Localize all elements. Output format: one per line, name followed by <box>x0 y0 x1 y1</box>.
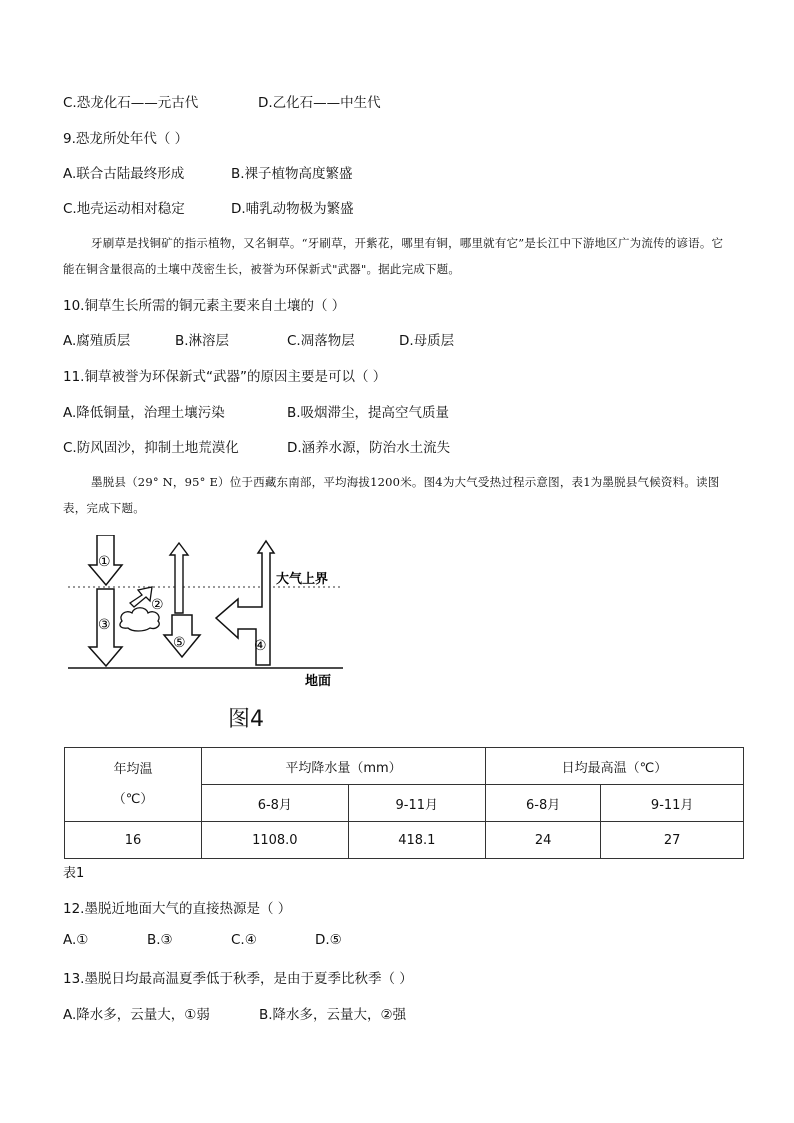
header-annual-temp-unit: （℃） <box>112 791 154 807</box>
q13-stem: 13.墨脱日均最高温夏季低于秋季，是由于夏季比秋季（ ） <box>63 971 413 987</box>
header-precip: 平均降水量（mm） <box>202 748 486 785</box>
q12-option-d: D.⑤ <box>315 932 342 948</box>
figure-caption: 图4 <box>228 707 264 732</box>
q11-option-b: B.吸烟滞尘，提高空气质量 <box>287 405 450 421</box>
cell-annual-temp: 16 <box>65 822 202 859</box>
q12-option-c: C.④ <box>231 932 257 948</box>
q10-option-d: D.母质层 <box>399 333 455 349</box>
header-max-jun-aug: 6-8月 <box>485 785 600 822</box>
q9-option-b: B.裸子植物高度繁盛 <box>231 166 353 182</box>
q12-stem: 12.墨脱近地面大气的直接热源是（ ） <box>63 901 292 917</box>
passage-copper-grass: 牙刷草是找铜矿的指示植物，又名铜草。“牙刷草，开紫花，哪里有铜，哪里就有它”是长江中下游地区广为流传的谚语。它能在铜含量很高的土壤中茂密生长，被誉为环保新式"武器"。据此完成下题。 <box>63 236 724 276</box>
label-3: ③ <box>98 617 111 633</box>
q10-option-c: C.凋落物层 <box>287 333 355 349</box>
label-1: ① <box>98 554 111 570</box>
q8-option-c: C.恐龙化石——元古代 <box>63 95 199 111</box>
q8-option-d: D.乙化石——中生代 <box>258 95 381 111</box>
label-5: ⑤ <box>173 635 186 651</box>
label-2: ② <box>151 597 164 613</box>
label-atmosphere-top: 大气上界 <box>276 572 329 587</box>
q11-stem: 11.铜草被誉为环保新式“武器”的原因主要是可以（ ） <box>63 369 387 385</box>
q11-option-c: C.防风固沙，抑制土地荒漠化 <box>63 440 239 456</box>
cell-max-sep-nov: 27 <box>601 822 744 859</box>
climate-table <box>64 747 744 859</box>
q9-option-d: D.哺乳动物极为繁盛 <box>231 201 354 217</box>
atmosphere-heating-diagram <box>60 535 350 690</box>
q10-option-a: A.腐殖质层 <box>63 333 131 349</box>
label-4: ④ <box>254 638 267 654</box>
header-max-sep-nov: 9-11月 <box>601 785 744 822</box>
label-ground: 地面 <box>305 674 332 689</box>
q10-stem: 10.铜草生长所需的铜元素主要来自土壤的（ ） <box>63 298 346 314</box>
q12-option-a: A.① <box>63 932 89 948</box>
cell-precip-sep-nov: 418.1 <box>348 822 485 859</box>
header-annual-temp <box>65 748 202 822</box>
cell-precip-jun-aug: 1108.0 <box>202 822 349 859</box>
q13-option-a: A.降水多，云量大，①弱 <box>63 1007 210 1023</box>
q9-stem: 9.恐龙所处年代（ ） <box>63 131 189 147</box>
q11-option-a: A.降低铜量，治理土壤污染 <box>63 405 225 421</box>
q13-option-b: B.降水多，云量大，②强 <box>259 1007 407 1023</box>
q11-option-d: D.涵养水源，防治水土流失 <box>287 440 451 456</box>
q9-option-c: C.地壳运动相对稳定 <box>63 201 185 217</box>
header-annual-temp-label: 年均温 <box>113 761 153 777</box>
cell-max-jun-aug: 24 <box>485 822 600 859</box>
table-caption: 表1 <box>63 866 85 881</box>
header-max-temp: 日均最高温（℃） <box>485 748 743 785</box>
arrow-5-up <box>170 543 188 613</box>
passage-medog-county: 墨脱县（29° N，95° E）位于西藏东南部，平均海拔1200米。图4为大气受热过程示意图，表1为墨脱县气候资料。读图表，完成下题。 <box>63 475 720 515</box>
header-precip-jun-aug: 6-8月 <box>202 785 349 822</box>
q12-option-b: B.③ <box>147 932 173 948</box>
arrow-2-reflection <box>130 587 152 607</box>
q9-option-a: A.联合古陆最终形成 <box>63 166 185 182</box>
q10-option-b: B.淋溶层 <box>175 333 230 349</box>
header-precip-sep-nov: 9-11月 <box>348 785 485 822</box>
